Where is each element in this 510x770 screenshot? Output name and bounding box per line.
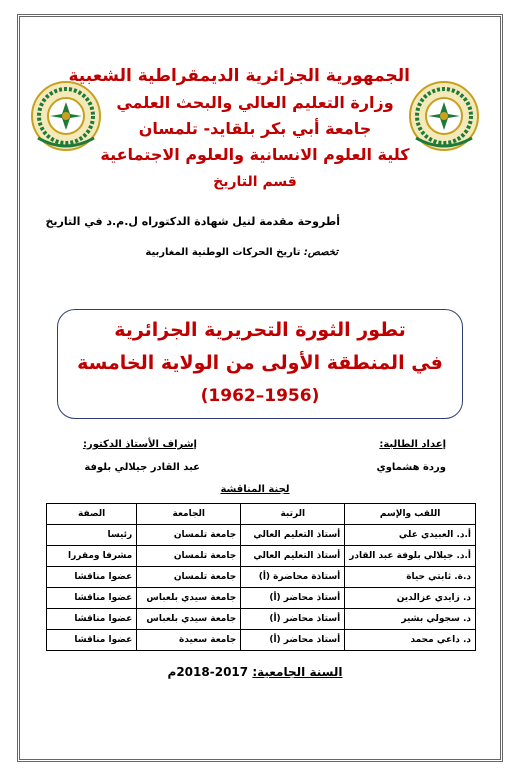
member-rank: أستاذ محاضر (أ) (241, 588, 345, 609)
table-row (47, 525, 476, 546)
member-university: جامعة سيدي بلعباس (137, 609, 241, 630)
header-ministry: وزارة التعليم العالي والبحث العلمي (116, 93, 394, 112)
member-rank: أستاذ التعليم العالي (241, 546, 345, 567)
header-role: الصفة (47, 504, 137, 525)
university-emblem-right-icon (408, 80, 480, 152)
member-role: عضوا مناقشا (47, 630, 137, 651)
member-role: رئيسا (47, 525, 137, 546)
table-row (47, 567, 476, 588)
member-university: جامعة تلمسان (137, 546, 241, 567)
header-department: قسم التاريخ (213, 174, 297, 190)
header-faculty: كلية العلوم الانسانية والعلوم الاجتماعية (100, 145, 410, 164)
academic-year-label: السنة الجامعية: (252, 665, 343, 679)
header-university: جامعة أبي بكر بلقايد- تلمسان (138, 119, 372, 138)
member-role: عضوا مناقشا (47, 609, 137, 630)
member-university: جامعة تلمسان (137, 567, 241, 588)
specialty-line (145, 247, 338, 258)
member-university: جامعة تلمسان (137, 525, 241, 546)
table-row (47, 609, 476, 630)
member-university: جامعة سعيدة (137, 630, 241, 651)
specialty-label: تخصص: (303, 247, 338, 258)
thesis-title-years: (1956–1962) (200, 386, 320, 406)
committee-title: لجنة المناقشة (220, 484, 290, 495)
member-name: د. سجولي بشير (345, 609, 476, 630)
committee-table (46, 503, 476, 651)
table-row (47, 630, 476, 651)
university-emblem-left-icon (30, 80, 102, 152)
header-republic: الجمهورية الجزائرية الديمقراطية الشعبية (68, 66, 410, 86)
supervisor-name: عبد القادر جيلالي بلوفة (84, 462, 200, 473)
member-name: أ.د. جيلالي بلوفة عبد القادر (345, 546, 476, 567)
header-name: اللقب والإسم (345, 504, 476, 525)
thesis-title-box (57, 309, 463, 419)
table-row (47, 546, 476, 567)
member-name: أ.د. العبيدي علي (345, 525, 476, 546)
member-rank: أستاذ محاضر (أ) (241, 630, 345, 651)
member-name: د.ة. ثابتي حياة (345, 567, 476, 588)
student-label: إعداد الطالبة: (379, 439, 446, 450)
supervisor-label: إشراف الأستاذ الدكتور: (82, 439, 197, 450)
student-name: وردة هشماوي (376, 462, 446, 473)
specialty-value: تاريخ الحركات الوطنية المغاربية (145, 247, 301, 258)
member-name: د. زايدي عزالدين (345, 588, 476, 609)
member-role: عضوا مناقشا (47, 588, 137, 609)
header-university: الجامعة (137, 504, 241, 525)
member-role: مشرفا ومقررا (47, 546, 137, 567)
member-rank: أستاذة محاضرة (أ) (241, 567, 345, 588)
academic-year-value: 2017-2018م (167, 665, 249, 679)
header-rank: الرتبة (241, 504, 345, 525)
member-role: عضوا مناقشا (47, 567, 137, 588)
thesis-type: أطروحة مقدمة لنيل شهادة الدكتوراه ل.م.د في التاريخ (45, 215, 340, 228)
committee-header-row (47, 504, 476, 525)
member-rank: أستاذ محاضر (أ) (241, 609, 345, 630)
academic-year (0, 665, 510, 679)
member-university: جامعة سيدي بلعباس (137, 588, 241, 609)
table-row (47, 588, 476, 609)
thesis-title-line-2: في المنطقة الأولى من الولاية الخامسة (77, 352, 443, 374)
thesis-title-line-1: تطور الثورة التحريرية الجزائرية (114, 319, 406, 341)
member-rank: أستاذ التعليم العالي (241, 525, 345, 546)
member-name: د. داعي محمد (345, 630, 476, 651)
